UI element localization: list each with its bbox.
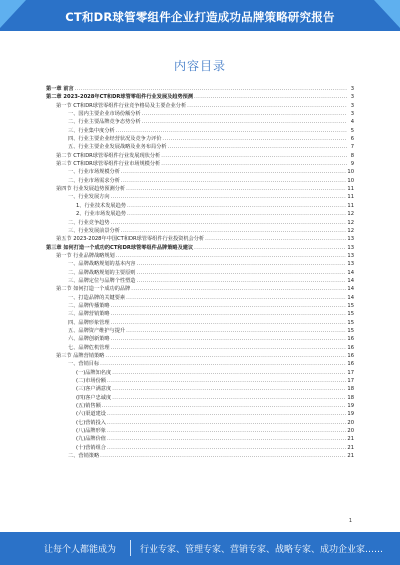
footer-slogan: 让每个人都能成为	[44, 545, 117, 555]
toc-entry-page: 13	[347, 244, 354, 251]
document-title: CT和DR球管零组件企业打造成功品牌策略研究报告	[65, 10, 335, 24]
toc-entry-text: 二、行业市场需求分析	[68, 177, 120, 184]
toc-entry-page: 10	[347, 169, 354, 176]
table-of-contents	[46, 85, 354, 460]
toc-entry-text: (九)品牌价值	[76, 436, 106, 443]
toc-entry-page: 11	[347, 186, 354, 193]
toc-leader-dots	[111, 319, 347, 327]
toc-entry-page: 16	[347, 353, 354, 359]
toc-entry[interactable]	[46, 452, 354, 460]
toc-entry-page: 3	[350, 102, 354, 109]
toc-entry-text: 六、品牌创新策略	[68, 336, 110, 343]
toc-entry[interactable]	[46, 177, 354, 185]
toc-entry-page: 12	[347, 211, 354, 218]
toc-entry-page: 20	[347, 428, 354, 435]
toc-entry-text: 一、行业发展方向	[68, 194, 110, 201]
toc-entry-page: 3	[350, 94, 354, 101]
toc-leader-dots	[126, 185, 346, 193]
toc-entry[interactable]	[46, 193, 354, 201]
toc-entry[interactable]	[46, 127, 354, 135]
toc-entry-page: 13	[347, 252, 354, 259]
toc-entry-page: 12	[347, 219, 354, 226]
toc-entry[interactable]	[46, 360, 354, 368]
toc-entry[interactable]	[46, 419, 354, 427]
toc-entry[interactable]	[46, 227, 354, 235]
toc-entry-text: 三、品牌营销策略	[68, 311, 110, 318]
toc-leader-dots	[187, 102, 347, 110]
toc-entry-page: 5	[350, 127, 354, 134]
toc-entry-page: 17	[347, 369, 354, 376]
toc-entry-text: 一、品牌战略规划的基本内容	[68, 261, 136, 268]
toc-entry-text: 一、营销目标	[68, 361, 100, 368]
toc-leader-dots	[116, 127, 347, 135]
toc-entry-text: 一、国内主要企业市场份额分析	[68, 111, 141, 118]
toc-entry[interactable]	[46, 219, 354, 227]
toc-entry[interactable]	[46, 135, 354, 143]
toc-leader-dots	[111, 302, 347, 310]
toc-entry-text: 一、行业市场规模分析	[68, 169, 120, 176]
toc-entry[interactable]	[46, 344, 354, 352]
toc-entry[interactable]	[46, 269, 354, 277]
toc-entry-page: 21	[347, 453, 354, 460]
toc-entry[interactable]	[46, 319, 354, 327]
toc-entry[interactable]	[46, 410, 354, 418]
toc-entry[interactable]	[46, 185, 354, 193]
toc-entry-text: 三、品牌定位与品牌个性塑造	[68, 277, 136, 284]
toc-entry[interactable]	[46, 160, 354, 168]
toc-leader-dots	[111, 310, 347, 318]
toc-leader-dots	[136, 260, 346, 268]
toc-entry-text: (七)营销投入	[76, 419, 106, 426]
toc-entry[interactable]	[46, 85, 354, 93]
toc-entry-text: 第一节 CT和DR球管零组件行业竞争格局及主要企业分析	[56, 102, 187, 109]
toc-entry[interactable]	[46, 260, 354, 268]
toc-leader-dots	[116, 252, 347, 260]
toc-entry[interactable]	[46, 235, 354, 243]
toc-leader-dots	[112, 369, 346, 377]
toc-entry[interactable]	[46, 202, 354, 210]
toc-entry[interactable]	[46, 302, 354, 310]
toc-entry[interactable]	[46, 435, 354, 443]
toc-entry-text: 1、行业技术发展趋势	[76, 202, 126, 209]
toc-leader-dots	[127, 202, 346, 210]
toc-entry-page: 3	[350, 86, 354, 92]
toc-entry[interactable]	[46, 352, 354, 360]
toc-leader-dots	[126, 327, 346, 335]
toc-entry[interactable]	[46, 294, 354, 302]
toc-leader-dots	[161, 160, 347, 168]
toc-entry-text: 第三章 如何打造一个成功的CT和DR球管零组件品牌策略及建议	[46, 244, 194, 251]
toc-leader-dots	[111, 193, 347, 201]
toc-entry-page: 15	[347, 311, 354, 318]
toc-entry-page: 15	[347, 319, 354, 326]
toc-entry[interactable]	[46, 143, 354, 151]
toc-entry-text: 四、品牌形象管理	[68, 319, 110, 326]
toc-entry-page: 13	[347, 236, 354, 243]
toc-leader-dots	[194, 244, 346, 252]
toc-entry-text: 第三节 CT和DR球管零组件行业市场规模分析	[56, 161, 161, 168]
toc-leader-dots	[136, 277, 346, 285]
toc-entry-text: 三、行业集中度分析	[68, 127, 115, 134]
toc-entry[interactable]	[46, 444, 354, 452]
toc-entry-page: 20	[347, 419, 354, 426]
toc-entry-page: 21	[347, 444, 354, 451]
page-number: 1	[348, 518, 352, 524]
toc-leader-dots	[168, 143, 347, 151]
toc-entry-page: 21	[347, 436, 354, 443]
toc-entry-text: (六)渠道建设	[76, 411, 106, 418]
toc-leader-dots	[107, 410, 346, 418]
footer-bar	[0, 532, 400, 565]
toc-leader-dots	[111, 344, 347, 352]
toc-entry[interactable]	[46, 327, 354, 335]
toc-leader-dots	[111, 335, 347, 343]
toc-leader-dots	[111, 219, 347, 227]
toc-entry[interactable]	[46, 377, 354, 385]
toc-entry[interactable]	[46, 102, 354, 110]
toc-entry-page: 14	[347, 277, 354, 284]
toc-entry[interactable]	[46, 385, 354, 393]
toc-entry[interactable]	[46, 285, 354, 293]
toc-entry-page: 17	[347, 378, 354, 385]
toc-entry-page: 6	[350, 136, 354, 143]
toc-leader-dots	[107, 419, 346, 427]
toc-entry-text: 三、行业发展前景分析	[68, 227, 120, 234]
toc-entry-text: 第二节 如何打造一个成功的品牌	[56, 286, 131, 293]
toc-leader-dots	[142, 118, 347, 126]
toc-leader-dots	[136, 269, 346, 277]
toc-entry-page: 19	[347, 411, 354, 418]
toc-entry-text: (三)客户满意度	[76, 386, 112, 393]
toc-entry-page: 13	[347, 261, 354, 268]
toc-leader-dots	[121, 168, 347, 176]
toc-entry-page: 19	[347, 403, 354, 410]
toc-entry-text: (十)营销组合	[76, 444, 106, 451]
toc-leader-dots	[112, 394, 346, 402]
toc-leader-dots	[121, 227, 347, 235]
toc-entry-page: 14	[347, 269, 354, 276]
toc-entry[interactable]	[46, 210, 354, 218]
toc-entry-text: 二、品牌传播策略	[68, 302, 110, 309]
toc-title: 内容目录	[173, 59, 226, 73]
toc-entry-page: 18	[347, 386, 354, 393]
toc-entry-page: 10	[347, 177, 354, 184]
toc-leader-dots	[142, 110, 347, 118]
toc-entry-text: 第一节 行业品牌战略规划	[56, 252, 115, 259]
toc-entry-text: (二)市场份额	[76, 378, 106, 385]
toc-entry-page: 14	[347, 286, 354, 293]
toc-leader-dots	[105, 352, 346, 360]
toc-entry-page: 4	[350, 119, 354, 126]
toc-entry-text: 七、品牌危机管理	[68, 344, 110, 351]
toc-leader-dots	[194, 93, 347, 101]
toc-entry-text: 五、行业主要企业发展战略及业务布局分析	[68, 144, 167, 151]
footer-tagline: 行业专家、管理专家、营销专家、战略专家、成功企业家……	[140, 545, 384, 555]
toc-entry-text: 第五节 2023-2028年中国CT和DR球管零组件行业投资机会分析	[56, 236, 205, 243]
toc-entry-page: 15	[347, 327, 354, 334]
toc-entry-page: 11	[347, 194, 354, 201]
toc-entry-page: 9	[350, 161, 354, 168]
toc-entry-page: 8	[350, 152, 354, 159]
toc-entry-page: 12	[347, 227, 354, 234]
toc-leader-dots	[107, 427, 346, 435]
toc-entry-page: 16	[347, 344, 354, 351]
toc-entry-page: 16	[347, 361, 354, 368]
toc-leader-dots	[126, 294, 346, 302]
toc-leader-dots	[107, 444, 346, 452]
toc-entry[interactable]	[46, 168, 354, 176]
toc-leader-dots	[75, 85, 347, 93]
toc-entry-text: 第二章 2023-2028年CT和DR球管零组件行业发展及趋势预测	[46, 94, 194, 101]
toc-leader-dots	[107, 377, 346, 385]
toc-entry[interactable]	[46, 402, 354, 410]
toc-entry[interactable]	[46, 427, 354, 435]
toc-entry-page: 11	[347, 202, 354, 209]
toc-entry-page: 18	[347, 394, 354, 401]
toc-entry[interactable]	[46, 93, 354, 101]
toc-entry-page: 7	[350, 144, 354, 151]
toc-entry-text: 五、品牌资产维护与提升	[68, 327, 126, 334]
toc-entry-text: 一、打造品牌的关键要素	[68, 294, 126, 301]
toc-leader-dots	[162, 135, 347, 143]
toc-entry[interactable]	[46, 252, 354, 260]
toc-leader-dots	[100, 452, 346, 460]
toc-entry[interactable]	[46, 335, 354, 343]
toc-entry[interactable]	[46, 369, 354, 377]
toc-entry-text: (八)品牌形象	[76, 428, 106, 435]
toc-leader-dots	[121, 177, 347, 185]
toc-leader-dots	[102, 402, 347, 410]
header-bar	[0, 0, 400, 31]
toc-entry[interactable]	[46, 244, 354, 252]
toc-entry-text: 2、行业市场发展趋势	[76, 211, 126, 218]
toc-entry[interactable]	[46, 277, 354, 285]
footer-divider	[130, 540, 131, 556]
toc-entry-text: (五)销售额	[76, 403, 101, 410]
toc-entry[interactable]	[46, 152, 354, 160]
toc-entry[interactable]	[46, 310, 354, 318]
toc-entry-page: 15	[347, 302, 354, 309]
toc-entry-page: 16	[347, 336, 354, 343]
toc-entry-text: 二、营销策略	[68, 453, 100, 460]
toc-leader-dots	[112, 385, 346, 393]
toc-entry-text: 二、品牌战略规划的主要原则	[68, 269, 136, 276]
toc-entry-text: 第三节 品牌营销策略	[56, 353, 105, 359]
toc-entry-text: (一)品牌知名度	[76, 369, 112, 376]
toc-leader-dots	[131, 285, 346, 293]
toc-entry-text: 二、行业主要品牌竞争态势分析	[68, 119, 141, 126]
toc-leader-dots	[205, 235, 346, 243]
toc-entry-page: 14	[347, 294, 354, 301]
toc-leader-dots	[100, 360, 346, 368]
toc-entry-text: 第一章 前言	[46, 86, 74, 92]
toc-entry-text: (四)客户忠诚度	[76, 394, 112, 401]
toc-leader-dots	[161, 152, 347, 160]
toc-leader-dots	[127, 210, 346, 218]
toc-entry-text: 四、行业主要企业经营状况及竞争力评价	[68, 136, 162, 143]
toc-entry-text: 第二节 CT和DR球管零组件行业发展现状分析	[56, 152, 161, 159]
toc-entry[interactable]	[46, 394, 354, 402]
toc-leader-dots	[107, 435, 346, 443]
toc-entry-text: 二、行业竞争趋势	[68, 219, 110, 226]
toc-entry-page: 3	[350, 111, 354, 118]
toc-entry-text: 第四节 行业发展趋势预测分析	[56, 186, 126, 193]
toc-entry[interactable]	[46, 118, 354, 126]
toc-entry[interactable]	[46, 110, 354, 118]
